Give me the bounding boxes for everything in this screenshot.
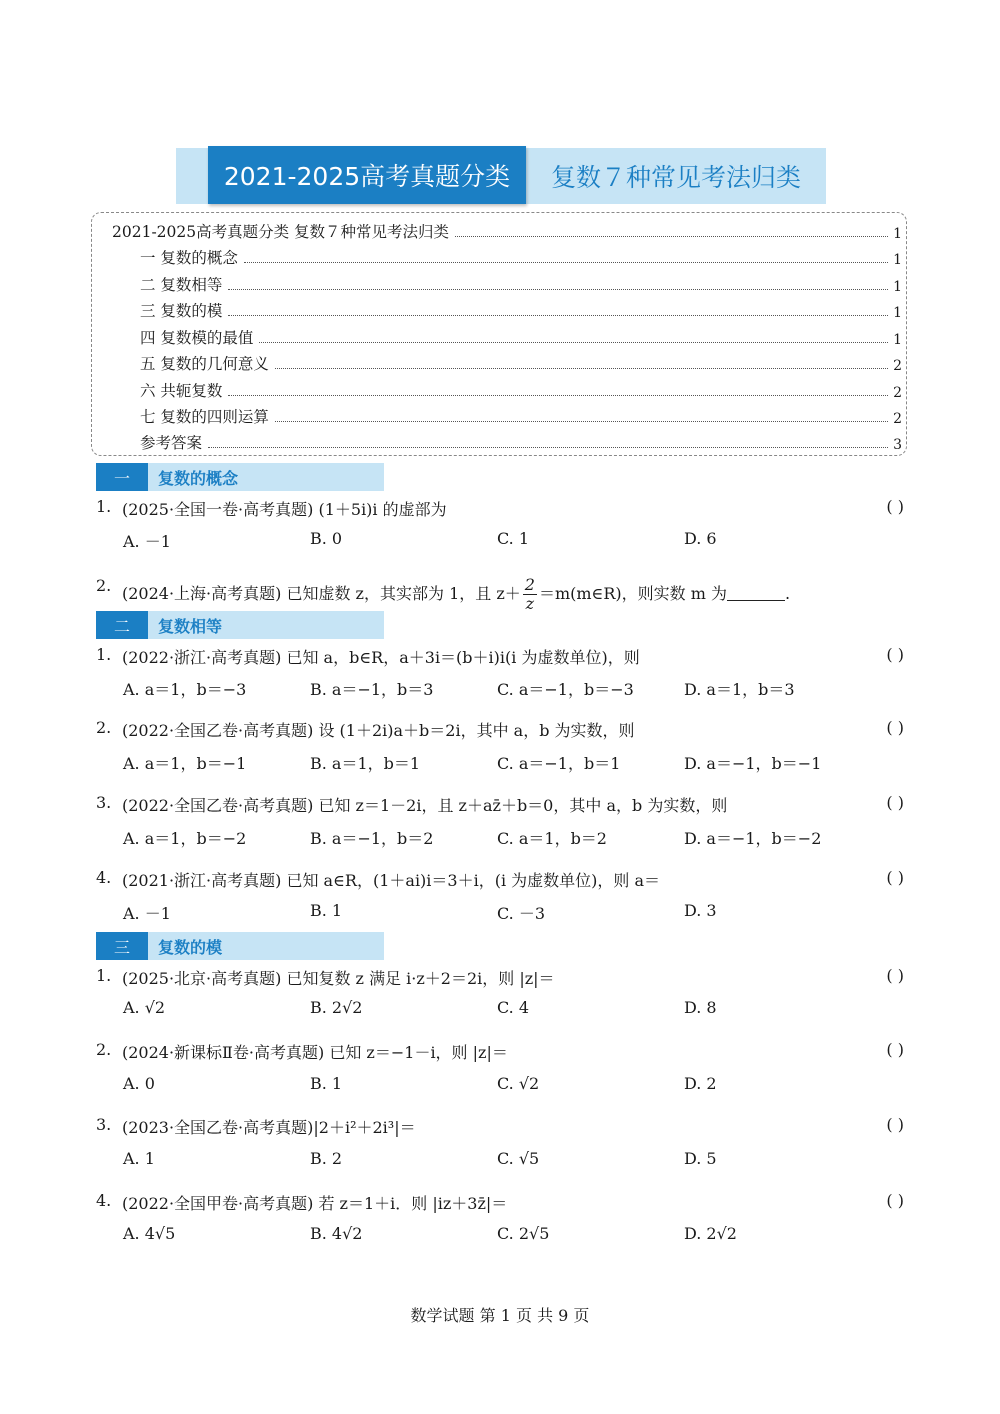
section-number: 一 [96, 463, 148, 491]
toc-leader [228, 315, 888, 316]
answer-bracket[interactable]: ( ) [886, 1191, 904, 1210]
option-b[interactable]: B. 0 [310, 529, 343, 548]
option-a[interactable]: A. 4√5 [123, 1224, 176, 1243]
answer-blank[interactable] [727, 584, 785, 601]
section-title: 复数的模 [158, 937, 223, 957]
option-d[interactable]: D. 3 [684, 901, 717, 920]
table-of-contents [91, 212, 907, 456]
answer-bracket[interactable]: ( ) [886, 645, 904, 664]
toc-leader [208, 447, 888, 448]
option-c[interactable]: C. √2 [497, 1074, 540, 1093]
option-b[interactable]: B. 2 [310, 1149, 343, 1168]
section-header [96, 932, 384, 960]
option-d[interactable]: D. a＝−1，b＝−2 [684, 829, 822, 848]
toc-entry-title: 七 复数的四则运算 [140, 408, 269, 426]
option-c[interactable]: C. 1 [497, 529, 530, 548]
toc-leader [259, 342, 888, 343]
toc-leader [455, 236, 888, 237]
answer-bracket[interactable]: ( ) [886, 718, 904, 737]
toc-entry[interactable] [140, 350, 902, 374]
toc-entry-title: 参考答案 [140, 434, 203, 452]
section-title: 复数的概念 [158, 468, 239, 488]
toc-entry[interactable] [140, 403, 902, 427]
toc-entry[interactable] [140, 429, 902, 453]
toc-entry[interactable] [140, 324, 902, 348]
answer-bracket[interactable]: ( ) [886, 793, 904, 812]
option-a[interactable]: A. a＝1，b＝−3 [123, 680, 247, 699]
question-text: (2022·全国乙卷·高考真题) 已知 z＝1－2i，且 z＋az̄＋b＝0，其中 a，b 为实数，则 [122, 796, 728, 815]
question-number: 3. [96, 1115, 112, 1134]
question-number: 2. [96, 576, 112, 595]
option-d[interactable]: D. 2 [684, 1074, 717, 1093]
option-d[interactable]: D. a＝−1，b＝−1 [684, 754, 822, 773]
toc-entry-page: 1 [893, 279, 902, 295]
toc-leader [275, 368, 888, 369]
option-b[interactable]: B. a＝−1，b＝2 [310, 829, 434, 848]
toc-entry-page: 3 [893, 437, 902, 453]
option-a[interactable]: A. a＝1，b＝−2 [123, 829, 247, 848]
option-d[interactable]: D. 6 [684, 529, 717, 548]
option-d[interactable]: D. a＝1，b＝3 [684, 680, 795, 699]
toc-leader [275, 421, 888, 422]
toc-leader [244, 262, 888, 263]
toc-entry-page: 1 [893, 252, 902, 268]
option-b[interactable]: B. a＝−1，b＝3 [310, 680, 434, 699]
option-a[interactable]: A. a＝1，b＝−1 [123, 754, 247, 773]
option-c[interactable]: C. 4 [497, 998, 530, 1017]
toc-entry-page: 2 [893, 385, 902, 401]
question-text: (2024·新课标Ⅱ卷·高考真题) 已知 z＝−1－i，则 |z|＝ [122, 1043, 508, 1062]
answer-bracket[interactable]: ( ) [886, 966, 904, 985]
option-c[interactable]: C. 2√5 [497, 1224, 550, 1243]
toc-entry-title: 2021-2025高考真题分类 复数７种常见考法归类 [112, 223, 450, 241]
toc-entry-title: 二 复数相等 [140, 276, 223, 294]
question-text: (2022·全国甲卷·高考真题) 若 z＝1＋i．则 |iz＋3z̄|＝ [122, 1194, 508, 1213]
section-header [96, 611, 384, 639]
toc-entry-page: 1 [893, 332, 902, 348]
toc-entry-title: 三 复数的模 [140, 302, 223, 320]
toc-entry[interactable] [140, 297, 902, 321]
banner-left-title: 2021-2025高考真题分类 [208, 146, 526, 204]
option-a[interactable]: A. －1 [123, 904, 171, 923]
page-footer: 数学试题 第 1 页 共 9 页 [410, 1306, 590, 1325]
question-text: (2024·上海·高考真题) 已知虚数 z，其实部为 1，且 z＋ $\frac{2}{z}$ ＝m(m∈R)，则实数 m 为 . [122, 575, 791, 613]
answer-bracket[interactable]: ( ) [886, 1040, 904, 1059]
option-d[interactable]: D. 8 [684, 998, 717, 1017]
section-number: 三 [96, 932, 148, 960]
toc-entry-page: 1 [893, 226, 902, 242]
fraction: $\frac{2}{z}$ [524, 575, 535, 613]
option-a[interactable]: A. 1 [123, 1149, 155, 1168]
option-a[interactable]: A. √2 [123, 998, 166, 1017]
section-header [96, 463, 384, 491]
question-number: 1. [96, 497, 112, 516]
question-number: 4. [96, 1191, 112, 1210]
option-a[interactable]: A. －1 [123, 532, 171, 551]
question-text: (2022·浙江·高考真题) 已知 a，b∈R，a＋3i＝(b＋i)i(i 为虚数单位)，则 [122, 648, 640, 667]
toc-entry[interactable] [140, 377, 902, 401]
option-b[interactable]: B. 4√2 [310, 1224, 363, 1243]
option-c[interactable]: C. a＝1，b＝2 [497, 829, 607, 848]
toc-leader [228, 395, 888, 396]
toc-entry-title: 五 复数的几何意义 [140, 355, 269, 373]
answer-bracket[interactable]: ( ) [886, 868, 904, 887]
section-title: 复数相等 [158, 616, 223, 636]
toc-leader [228, 289, 888, 290]
option-c[interactable]: C. √5 [497, 1149, 540, 1168]
option-b[interactable]: B. 1 [310, 1074, 343, 1093]
option-c[interactable]: C. －3 [497, 904, 546, 923]
question-text: (2025·北京·高考真题) 已知复数 z 满足 i·z＋2＝2i，则 |z|＝ [122, 969, 555, 988]
toc-entry-title: 一 复数的概念 [140, 249, 238, 267]
toc-entry-title: 四 复数模的最值 [140, 329, 254, 347]
option-d[interactable]: D. 2√2 [684, 1224, 737, 1243]
answer-bracket[interactable]: ( ) [886, 497, 904, 516]
toc-entry-page: 2 [893, 411, 902, 427]
section-number: 二 [96, 611, 148, 639]
question-number: 2. [96, 1040, 112, 1059]
toc-entry-title: 六 共轭复数 [140, 382, 223, 400]
question-text: (2023·全国乙卷·高考真题)|2＋i²＋2i³|＝ [122, 1118, 416, 1137]
option-b[interactable]: B. a＝1，b＝1 [310, 754, 421, 773]
option-c[interactable]: C. a＝−1，b＝−3 [497, 680, 634, 699]
question-number: 1. [96, 645, 112, 664]
option-a[interactable]: A. 0 [123, 1074, 155, 1093]
option-b[interactable]: B. 2√2 [310, 998, 363, 1017]
question-number: 1. [96, 966, 112, 985]
toc-entry-page: 2 [893, 358, 902, 374]
question-text: (2021·浙江·高考真题) 已知 a∈R，(1＋ai)i＝3＋i，(i 为虚数单位)，则 a＝ [122, 871, 661, 890]
toc-entry[interactable] [140, 244, 902, 268]
option-d[interactable]: D. 5 [684, 1149, 717, 1168]
toc-entry[interactable] [112, 218, 902, 242]
banner-right-title: 复数７种常见考法归类 [550, 163, 801, 192]
question-number: 2. [96, 718, 112, 737]
question-text: (2025·全国一卷·高考真题) (1＋5i)i 的虚部为 [122, 500, 447, 519]
question-number: 4. [96, 868, 112, 887]
option-c[interactable]: C. a＝−1，b＝1 [497, 754, 621, 773]
option-b[interactable]: B. 1 [310, 901, 343, 920]
toc-entry-page: 1 [893, 305, 902, 321]
question-text: (2022·全国乙卷·高考真题) 设 (1＋2i)a＋b＝2i，其中 a，b 为实数，则 [122, 721, 635, 740]
question-number: 3. [96, 793, 112, 812]
answer-bracket[interactable]: ( ) [886, 1115, 904, 1134]
toc-entry[interactable] [140, 271, 902, 295]
